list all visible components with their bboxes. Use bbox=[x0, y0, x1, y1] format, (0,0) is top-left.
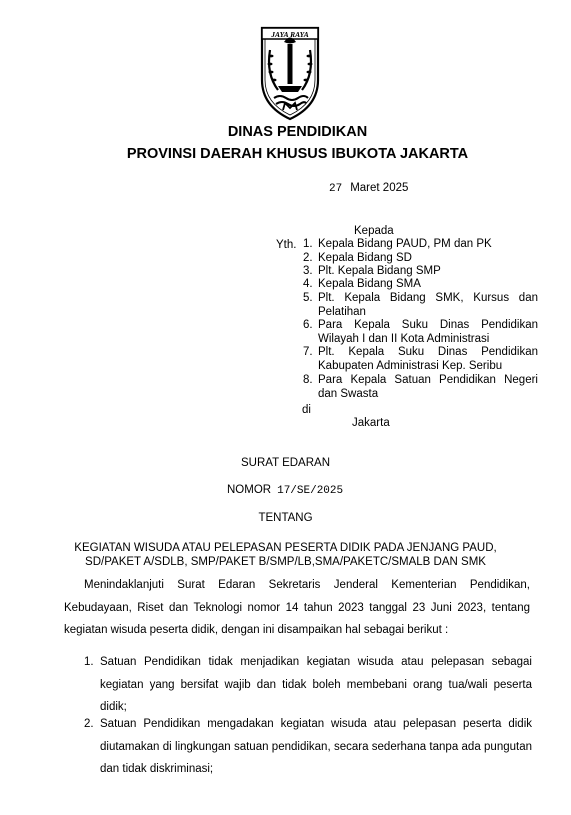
item-number: 2. bbox=[84, 718, 94, 730]
recipient-item bbox=[303, 292, 538, 319]
recipient-text: Plt. Kepala Suku Dinas Pendidikan Kabupaten Administrasi Kep. Seribu bbox=[318, 346, 538, 372]
recipient-item bbox=[303, 319, 538, 346]
item-text: Satuan Pendidikan tidak menjadikan kegiatan wisuda atau pelepasan sebagai kegiatan yang bersifat wajib dan tidak boleh membebani orang tua/wali peserta didik; bbox=[100, 656, 532, 713]
recipient-item bbox=[303, 252, 538, 266]
recipient-number: 5. bbox=[303, 292, 313, 304]
item-number: 1. bbox=[84, 656, 94, 668]
recipient-number: 7. bbox=[303, 346, 313, 358]
recipient-city: Jakarta bbox=[352, 417, 390, 429]
intro-paragraph: Menindaklanjuti Surat Edaran Sekretaris Jenderal Kementerian Pendidikan, Kebudayaan, Riset dan Teknologi nomor 14 tahun 2023 tanggal 23 Juni 2023, tentang kegiatan wisuda peserta didik, dengan ini disampaikan hal sebagai berikut : bbox=[64, 579, 530, 636]
date-month-year: Maret 2025 bbox=[350, 182, 409, 194]
agency-province: PROVINSI DAERAH KHUSUS IBUKOTA JAKARTA bbox=[126, 146, 469, 162]
recipient-item bbox=[303, 374, 538, 401]
date-day: 27 bbox=[329, 183, 343, 195]
recipient-number: 3. bbox=[303, 265, 313, 277]
recipient-item bbox=[303, 238, 538, 252]
recipient-item bbox=[303, 346, 538, 373]
subject-line: SD/PAKET A/SDLB, SMP/PAKET B/SMP/LB,SMA/PAKETC/SMALB DAN SMK bbox=[85, 556, 486, 568]
letter-number bbox=[227, 484, 343, 497]
kepada-label: Kepada bbox=[354, 225, 394, 237]
recipient-number: 8. bbox=[303, 374, 313, 386]
recipient-text: Para Kepala Satuan Pendidikan Negeri dan Swasta bbox=[318, 374, 538, 400]
letter-type-title: SURAT EDARAN bbox=[240, 457, 331, 469]
jakarta-crest-logo bbox=[256, 24, 324, 122]
list-item bbox=[84, 651, 532, 719]
item-text: Satuan Pendidikan mengadakan kegiatan wisuda atau pelepasan peserta didik diutamakan di lingkungan satuan pendidikan, secara sederhana tanpa ada pungutan dan tidak diskriminasi; bbox=[100, 718, 532, 775]
recipient-text: Kepala Bidang PAUD, PM dan PK bbox=[318, 238, 492, 250]
recipient-number: 6. bbox=[303, 319, 313, 331]
recipient-text: Para Kepala Suku Dinas Pendidikan Wilayah I dan II Kota Administrasi bbox=[318, 319, 538, 345]
recipient-item bbox=[303, 278, 538, 292]
recipient-number: 1. bbox=[303, 238, 313, 250]
crest-motto: JAYA RAYA bbox=[271, 30, 309, 39]
recipient-text: Kepala Bidang SMA bbox=[318, 278, 421, 290]
recipient-number: 2. bbox=[303, 252, 313, 264]
list-item bbox=[84, 713, 532, 781]
nomor-label: NOMOR bbox=[227, 484, 272, 496]
recipient-number: 4. bbox=[303, 278, 313, 290]
tentang-label: TENTANG bbox=[258, 512, 313, 524]
letter-date bbox=[329, 181, 408, 196]
yth-label: Yth. bbox=[276, 239, 297, 251]
recipient-text: Plt. Kepala Bidang SMP bbox=[318, 265, 441, 277]
recipient-text: Plt. Kepala Bidang SMK, Kursus dan Pelatihan bbox=[318, 292, 538, 318]
subject-line: KEGIATAN WISUDA ATAU PELEPASAN PESERTA DIDIK PADA JENJANG PAUD, bbox=[74, 542, 497, 554]
crest-emblem-icon bbox=[256, 24, 324, 122]
recipient-text: Kepala Bidang SD bbox=[318, 252, 412, 264]
recipient-item bbox=[303, 265, 538, 279]
agency-name: DINAS PENDIDIKAN bbox=[227, 124, 368, 140]
nomor-value: 17/SE/2025 bbox=[277, 485, 344, 497]
di-label: di bbox=[302, 404, 311, 416]
